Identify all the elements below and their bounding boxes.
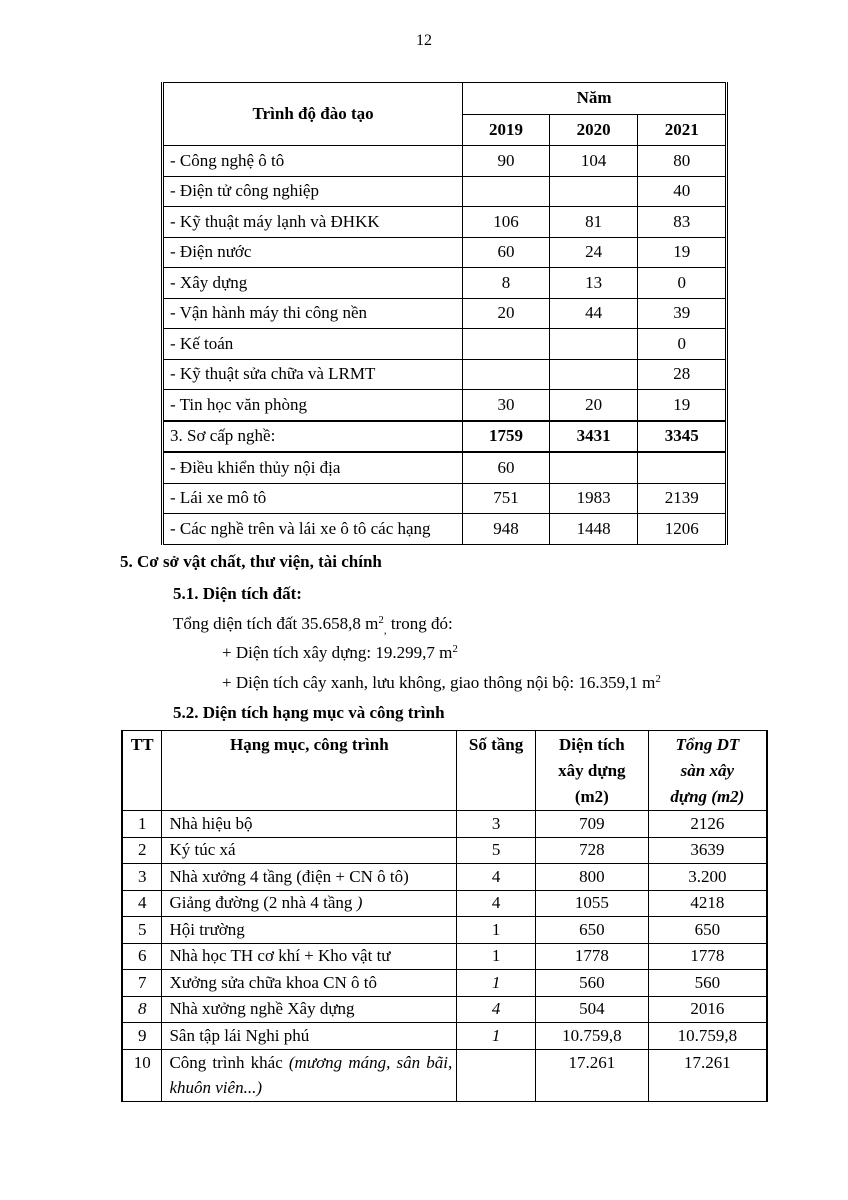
row-label: - Điện nước [163,237,463,268]
table-row [163,421,727,453]
building-area: + Diện tích xây dựng: 19.299,7 $m^2$ [222,643,458,662]
cell-tt: 5 [122,917,162,944]
cell-2021: 28 [638,359,727,390]
cell-name: Ký túc xá [162,837,457,864]
cell-tt: 8 [122,996,162,1023]
table-row [122,1023,767,1050]
cell-2019: 60 [463,237,550,268]
cell-total: 2016 [648,996,767,1023]
cell-area: 560 [535,970,648,997]
table2-header-floors: Số tầng [457,731,536,811]
cell-name: Nhà xưởng nghề Xây dựng [162,996,457,1023]
table-row [122,996,767,1023]
row-label: - Tin học văn phòng [163,390,463,421]
green-area: + Diện tích cây xanh, lưu không, giao thông nội bộ: 16.359,1 $m^2$ [222,673,661,692]
cell-total: 1778 [648,943,767,970]
cell-2019: 60 [463,452,550,483]
row-label: - Điều khiển thủy nội địa [163,452,463,483]
total-land-area: Tổng diện tích đất 35.658,8 $m^2_,$ trong đó: [173,614,453,637]
table-row [163,237,727,268]
cell-tt: 4 [122,890,162,917]
cell-2019: 751 [463,483,550,514]
section-5-heading: 5. Cơ sở vật chất, thư viện, tài chính [120,552,382,571]
cell-total: 3639 [648,837,767,864]
cell-total: 560 [648,970,767,997]
table2-header-area: Diện tích xây dựng (m2) [535,731,648,811]
cell-tt: 7 [122,970,162,997]
row-label: - Kỹ thuật sửa chữa và LRMT [163,359,463,390]
table-row [122,864,767,891]
table-row [163,146,727,177]
table-row [163,390,727,421]
cell-total: 650 [648,917,767,944]
cell-2020: 20 [549,390,638,421]
table1-year-2021: 2021 [638,114,727,146]
table1-header-label: Trình độ đào tạo [163,83,463,146]
cell-2021: 0 [638,268,727,299]
table2-header-name: Hạng mục, công trình [162,731,457,811]
cell-2019 [463,176,550,207]
cell-tt: 6 [122,943,162,970]
cell-2021: 1206 [638,514,727,545]
cell-area: 650 [535,917,648,944]
table-row [163,298,727,329]
cell-2021: 39 [638,298,727,329]
table-row [163,514,727,545]
facility-area-table [121,730,768,1102]
table-row [163,329,727,360]
cell-name: Nhà xưởng 4 tầng (điện + CN ô tô) [162,864,457,891]
cell-area: 1778 [535,943,648,970]
cell-floors: 1 [457,917,536,944]
cell-floors: 1 [457,943,536,970]
table-row [122,837,767,864]
cell-2020: 81 [549,207,638,238]
table-row [163,268,727,299]
cell-2019: 8 [463,268,550,299]
cell-name: Nhà học TH cơ khí + Kho vật tư [162,943,457,970]
table-row [163,207,727,238]
cell-2020: 13 [549,268,638,299]
table-row [122,970,767,997]
cell-2021: 19 [638,237,727,268]
row-label: - Vận hành máy thi công nền [163,298,463,329]
cell-floors: 3 [457,811,536,838]
cell-name: Nhà hiệu bộ [162,811,457,838]
cell-total: 3.200 [648,864,767,891]
table-row [163,483,727,514]
cell-2019 [463,359,550,390]
cell-2020: 104 [549,146,638,177]
table2-header-tt: TT [122,731,162,811]
cell-2020: 1448 [549,514,638,545]
table1-header-year-group: Năm [463,83,727,115]
table-row [122,917,767,944]
section-5-2-heading: 5.2. Diện tích hạng mục và công trình [173,703,445,722]
cell-tt: 9 [122,1023,162,1050]
row-label: - Công nghệ ô tô [163,146,463,177]
cell-2020: 1983 [549,483,638,514]
table-row [163,176,727,207]
table-row [163,452,727,483]
cell-2021 [638,452,727,483]
cell-2019: 90 [463,146,550,177]
table1-year-2019: 2019 [463,114,550,146]
cell-2021: 83 [638,207,727,238]
cell-2021: 80 [638,146,727,177]
cell-area: 1055 [535,890,648,917]
table-row: 10 Công trình khác (mương máng, sân bãi, khuôn viên...) 17.261 17.261 [122,1049,767,1101]
cell-2019: 30 [463,390,550,421]
cell-area: 800 [535,864,648,891]
section-5-1-heading: 5.1. Diện tích đất: [173,584,302,603]
cell-2019: 948 [463,514,550,545]
row-label: - Xây dựng [163,268,463,299]
cell-2021: 3345 [638,421,727,453]
table-row [122,943,767,970]
page-number: 12 [416,32,432,49]
row-label: - Kỹ thuật máy lạnh và ĐHKK [163,207,463,238]
row-label: - Các nghề trên và lái xe ô tô các hạng [163,514,463,545]
row-label: - Kế toán [163,329,463,360]
training-level-table [161,82,728,545]
cell-2020: 44 [549,298,638,329]
cell-2019 [463,329,550,360]
table1-year-2020: 2020 [549,114,638,146]
table2-header-total: Tổng DT sàn xây dựng (m2) [648,731,767,811]
cell-2019: 106 [463,207,550,238]
cell-total: 2126 [648,811,767,838]
table-row [122,811,767,838]
cell-2020 [549,452,638,483]
cell-floors: 5 [457,837,536,864]
table-row [163,359,727,390]
cell-name: Hội trường [162,917,457,944]
cell-2020 [549,359,638,390]
cell-total: 10.759,8 [648,1023,767,1050]
cell-floors: 4 [457,890,536,917]
cell-total: 4218 [648,890,767,917]
cell-area: 504 [535,996,648,1023]
cell-2021: 40 [638,176,727,207]
cell-2020 [549,176,638,207]
cell-2020 [549,329,638,360]
cell-floors: 4 [457,996,536,1023]
cell-floors: 1 [457,970,536,997]
cell-area: 709 [535,811,648,838]
cell-name: Xưởng sửa chữa khoa CN ô tô [162,970,457,997]
cell-tt: 1 [122,811,162,838]
cell-2020: 3431 [549,421,638,453]
cell-tt: 2 [122,837,162,864]
cell-2019: 1759 [463,421,550,453]
cell-tt: 3 [122,864,162,891]
cell-2020: 24 [549,237,638,268]
table-row [122,890,767,917]
row-label: - Lái xe mô tô [163,483,463,514]
cell-name: Giảng đường (2 nhà 4 tầng ) [162,890,457,917]
row-label: - Điện tử công nghiệp [163,176,463,207]
cell-2019: 20 [463,298,550,329]
cell-area: 728 [535,837,648,864]
cell-2021: 19 [638,390,727,421]
cell-floors: 1 [457,1023,536,1050]
cell-name: Sân tập lái Nghi phú [162,1023,457,1050]
cell-2021: 0 [638,329,727,360]
cell-2021: 2139 [638,483,727,514]
cell-area: 10.759,8 [535,1023,648,1050]
cell-floors: 4 [457,864,536,891]
row-label: 3. Sơ cấp nghề: [163,421,463,453]
